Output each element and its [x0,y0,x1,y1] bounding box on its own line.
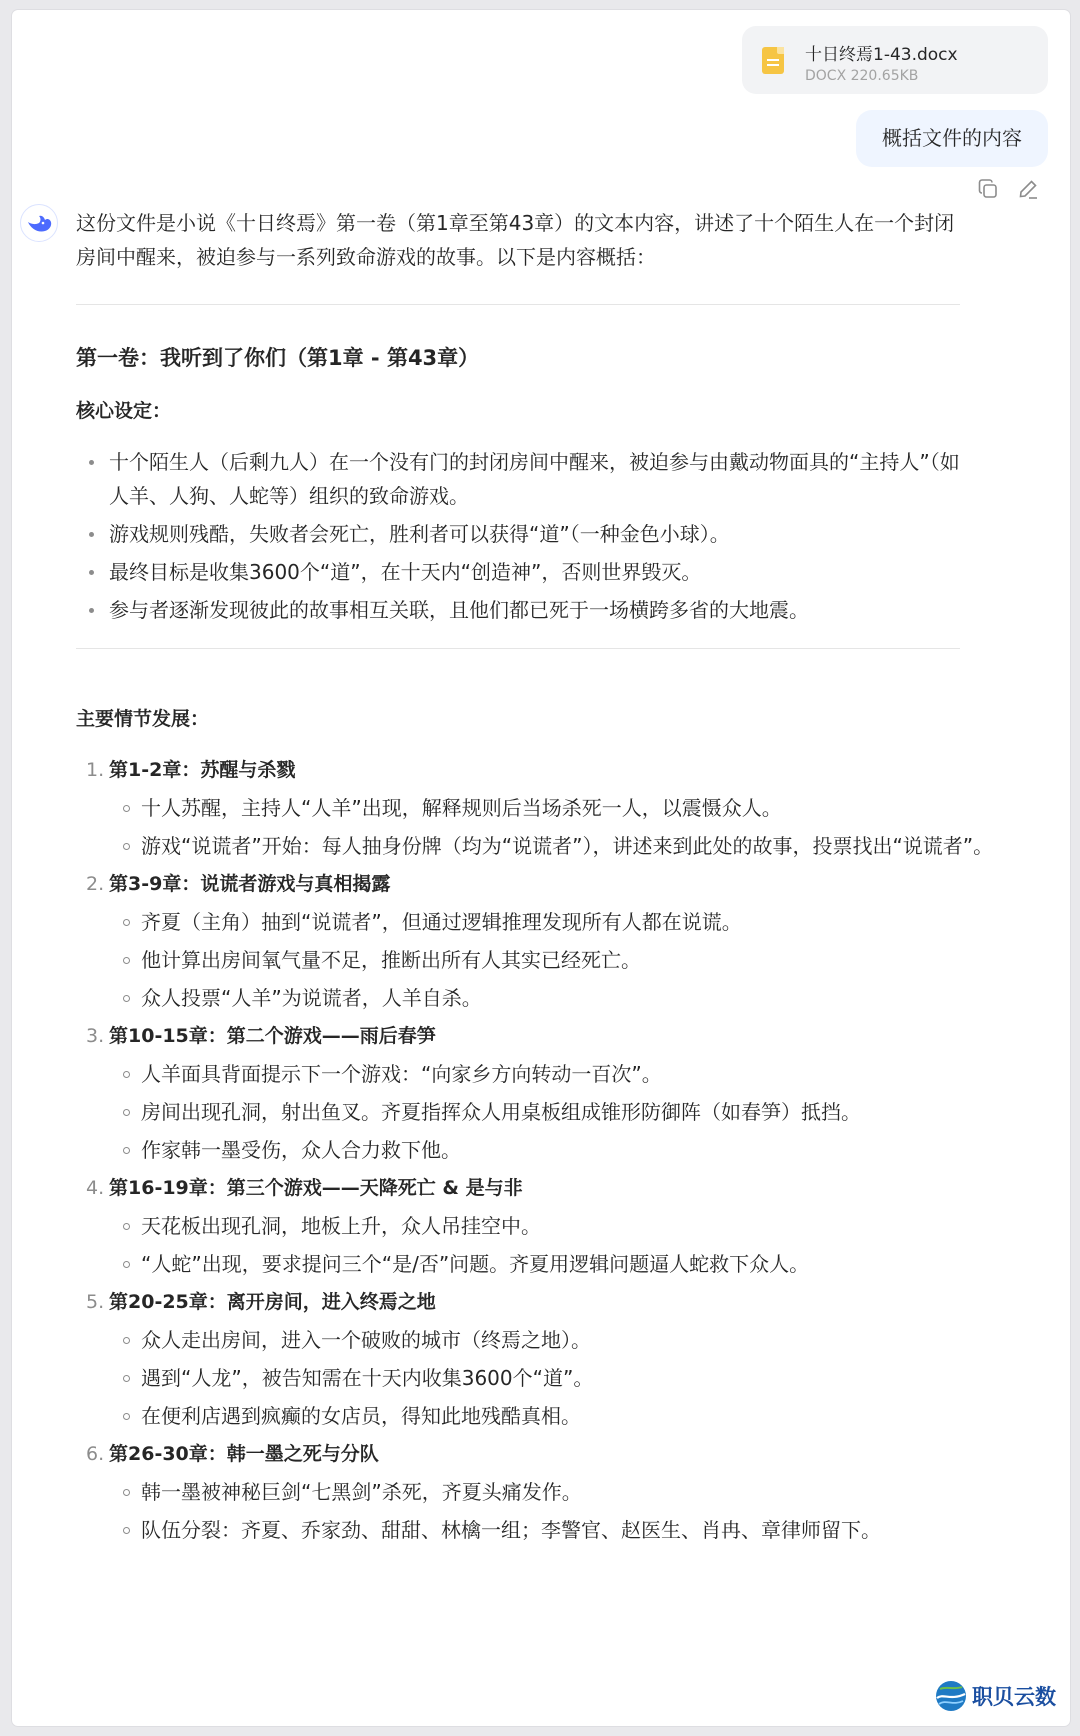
list-item: 十人苏醒，主持人“人羊”出现，解释规则后当场杀死一人，以震慑众人。 [76,789,960,827]
plot-step [76,1169,960,1283]
list-item: 房间出现孔洞，射出鱼叉。齐夏指挥众人用桌板组成锥形防御阵（如春笋）抵挡。 [76,1093,960,1131]
step-title-text: 第1-2章：苏醒与杀戮 [109,759,296,781]
step-title-text: 第16-19章：第三个游戏——天降死亡 & 是与非 [109,1177,523,1199]
assistant-answer [76,206,994,1549]
core-heading: 核心设定： [76,400,172,422]
list-item: 他计算出房间氧气量不足，推断出所有人其实已经死亡。 [76,941,960,979]
copy-icon[interactable] [976,177,1000,201]
list-item: 众人投票“人羊”为说谎者，人羊自杀。 [76,979,960,1017]
divider [76,304,960,305]
list-item: 遇到“人龙”，被告知需在十天内收集3600个“道”。 [76,1359,960,1397]
step-title [76,1283,960,1321]
list-item: “人蛇”出现，要求提问三个“是/否”问题。齐夏用逻辑问题逼人蛇救下众人。 [76,1245,960,1283]
volume-title: 第一卷：我听到了你们（第1章 - 第43章） [76,346,480,370]
list-item: 最终目标是收集3600个“道”，在十天内“创造神”，否则世界毁灭。 [76,555,960,589]
step-title [76,751,960,789]
step-number: 6. [86,1443,105,1465]
list-item: 参与者逐渐发现彼此的故事相互关联，且他们都已死于一场横跨多省的大地震。 [76,593,960,627]
core-points [76,445,960,627]
globe-logo-icon [934,1679,968,1713]
answer-intro: 这份文件是小说《十日终焉》第一卷（第1章至第43章）的文本内容，讲述了十个陌生人在一个封闭房间中醒来，被迫参与一系列致命游戏的故事。以下是内容概括： [76,211,955,269]
watermark-text: 职贝云数 [972,1685,1056,1709]
step-number: 1. [86,759,105,781]
watermark [934,1678,1056,1714]
step-number: 3. [86,1025,105,1047]
assistant-avatar [20,204,58,242]
plot-step [76,1283,960,1435]
step-items [76,1207,960,1283]
list-item: 队伍分裂：齐夏、乔家劲、甜甜、林檎一组；李警官、赵医生、肖冉、章律师留下。 [76,1511,960,1549]
step-items [76,903,960,1017]
user-message: 概括文件的内容 [856,110,1048,167]
step-title-text: 第26-30章：韩一墨之死与分队 [109,1443,379,1465]
list-item: 齐夏（主角）抽到“说谎者”，但通过逻辑推理发现所有人都在说谎。 [76,903,960,941]
list-item: 韩一墨被神秘巨剑“七黑剑”杀死，齐夏头痛发作。 [76,1473,960,1511]
list-item: 人羊面具背面提示下一个游戏：“向家乡方向转动一百次”。 [76,1055,960,1093]
list-item: 作家韩一墨受伤，众人合力救下他。 [76,1131,960,1169]
list-item: 在便利店遇到疯癫的女店员，得知此地残酷真相。 [76,1397,960,1435]
list-item: 游戏“说谎者”开始：每人抽身份牌（均为“说谎者”），讲述来到此处的故事，投票找出“说谎者”。 [76,827,960,865]
plot-step [76,865,960,1017]
step-items [76,1473,960,1549]
step-title [76,1169,960,1207]
step-title-text: 第20-25章：离开房间，进入终焉之地 [109,1291,436,1313]
whale-logo-icon [27,213,53,235]
attachment-name: 十日终焉1-43.docx [805,45,958,65]
step-items [76,1055,960,1169]
plot-step [76,1017,960,1169]
step-number: 5. [86,1291,105,1313]
plot-step [76,751,994,865]
plot-heading: 主要情节发展： [76,708,210,730]
step-title-text: 第10-15章：第二个游戏——雨后春笋 [109,1025,436,1047]
attachment-card[interactable] [742,26,1048,94]
list-item: 天花板出现孔洞，地板上升，众人吊挂空中。 [76,1207,960,1245]
edit-icon[interactable] [1016,177,1040,201]
chat-window [12,10,1070,1726]
step-items [76,1321,960,1435]
step-number: 4. [86,1177,105,1199]
step-title-text: 第3-9章：说谎者游戏与真相揭露 [109,873,391,895]
step-title [76,1435,960,1473]
attachment-meta: DOCX 220.65KB [805,68,919,84]
plot-step [76,1435,960,1549]
plot-list [76,751,994,1549]
step-items [76,789,994,865]
step-title [76,1017,960,1055]
step-number: 2. [86,873,105,895]
step-title [76,865,960,903]
document-icon [762,47,784,74]
list-item: 游戏规则残酷，失败者会死亡，胜利者可以获得“道”（一种金色小球）。 [76,517,960,551]
divider [76,648,960,649]
message-actions [976,177,1040,201]
list-item: 众人走出房间，进入一个破败的城市（终焉之地）。 [76,1321,960,1359]
list-item: 十个陌生人（后剩九人）在一个没有门的封闭房间中醒来，被迫参与由戴动物面具的“主持人”（如人羊、人狗、人蛇等）组织的致命游戏。 [76,445,960,513]
